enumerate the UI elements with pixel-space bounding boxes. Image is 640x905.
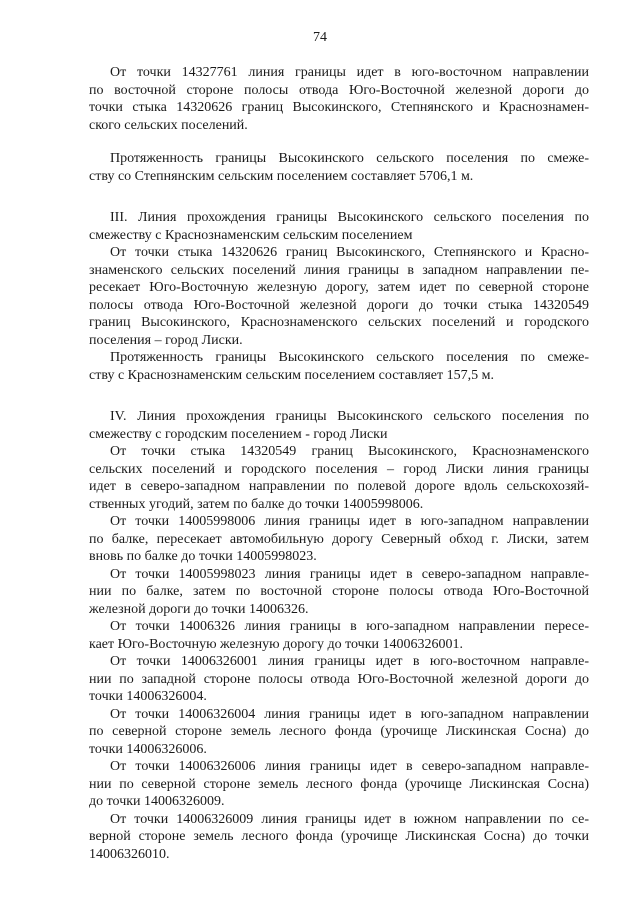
paragraph <box>89 653 589 706</box>
text-line: поселения – город Лиски. <box>89 332 243 348</box>
text-line: нии по северной стороне земель лесного фонда (урочище Лискинская Сосна) <box>89 776 589 792</box>
text-line: по восточной стороне полосы отвода Юго-Восточной железной дороги до <box>89 82 589 98</box>
text-line: точки 14006326006. <box>89 741 207 757</box>
text-line: точки стыка 14320626 границ Высокинского, Степнянского и Краснознамен- <box>89 100 589 115</box>
text-line: IV. Линия прохождения границы Высокинского сельского поселения по <box>89 409 589 424</box>
text-line: Протяженность границы Высокинского сельского поселения по смеже- <box>89 151 589 166</box>
text-line: От точки 14006326004 линия границы идет в юго-западном направлении <box>89 706 589 722</box>
text-line: От точки 14006326 линия границы в юго-западном направлении пересе- <box>89 619 589 634</box>
text-line: От точки стыка 14320626 границ Высокинского, Степнянского и Красно- <box>89 245 589 260</box>
text-line: сельских поселений и городского поселения – город Лиски линия границы <box>89 461 589 477</box>
paragraph <box>89 209 589 244</box>
text-line: ству со Степнянским сельским поселением составляет 5706,1 м. <box>89 168 474 184</box>
text-line: верной стороне земель лесного фонда (урочище Лискинская Сосна) до точки <box>89 829 589 844</box>
text-line: нии по западной стороне полосы отвода Юго-Восточной железной дороги до <box>89 671 589 687</box>
paragraph <box>89 758 589 811</box>
paragraph <box>89 706 589 759</box>
text-line: по северной стороне земель лесного фонда (урочище Лискинская Сосна) до <box>89 724 589 739</box>
text-line: III. Линия прохождения границы Высокинского сельского поселения по <box>89 210 589 225</box>
paragraph <box>89 811 589 864</box>
text-line: идет в северо-западном направлении по полевой дороге вдоль сельскохозяй- <box>89 479 589 494</box>
text-line: От точки 14005998023 линия границы идет в северо-западном направле- <box>89 566 589 582</box>
text-line: кает Юго-Восточную железную дорогу до точки 14006326001. <box>89 636 463 652</box>
paragraph <box>89 150 589 185</box>
text-line: по балке, пересекает автомобильную дорогу Северный обход г. Лиски, затем <box>89 531 589 547</box>
paragraph <box>89 513 589 566</box>
paragraph <box>89 443 589 513</box>
section-gap <box>89 185 589 209</box>
text-line: нии по балке, затем по восточной стороне полосы отвода Юго-Восточной <box>89 584 589 599</box>
text-line: Протяженность границы Высокинского сельского поселения по смеже- <box>89 350 589 365</box>
paragraph <box>89 408 589 443</box>
section-gap <box>89 384 589 408</box>
text-line: От точки 14006326009 линия границы идет в южном направлении по се- <box>89 811 589 827</box>
text-line: ского сельских поселений. <box>89 117 248 133</box>
text-line: полосы отвода Юго-Восточной железной дороги до точки стыка 14320549 <box>89 297 589 313</box>
text-line: ресекает Юго-Восточную железную дорогу, затем идет по северной стороне <box>89 280 589 295</box>
text-line: точки 14006326004. <box>89 689 207 704</box>
text-line: От точки 14005998006 линия границы идет в юго-западном направлении <box>89 514 589 529</box>
text-line: От точки 14006326006 линия границы идет в северо-западном направле- <box>89 759 589 774</box>
text-line: знаменского сельских поселений линия границы в западном направлении пе- <box>89 262 589 278</box>
text-line: От точки стыка 14320549 границ Высокинского, Краснознаменского <box>89 444 589 459</box>
text-line: ственных угодий, затем по балке до точки 14005998006. <box>89 496 424 512</box>
text-line: границ Высокинского, Краснознаменского сельских поселений и городского <box>89 315 589 330</box>
document-body <box>89 64 589 863</box>
text-line: вновь по балке до точки 14005998023. <box>89 549 317 564</box>
text-line: железной дороги до точки 14006326. <box>89 601 309 617</box>
text-line: смежеству с городским поселением - город Лиски <box>89 426 388 442</box>
text-line: От точки 14006326001 линия границы идет в юго-восточном направле- <box>89 654 589 669</box>
paragraph <box>89 349 589 384</box>
text-line: 14006326010. <box>89 846 170 862</box>
text-line: От точки 14327761 линия границы идет в юго-восточном направлении <box>89 65 589 80</box>
text-line: ству с Краснознаменским сельским поселением составляет 157,5 м. <box>89 367 494 383</box>
paragraph <box>89 618 589 653</box>
paragraph <box>89 566 589 619</box>
text-line: смежеству с Краснознаменским сельским поселением <box>89 227 413 243</box>
page-number: 74 <box>313 30 327 45</box>
paragraph-gap <box>89 134 589 150</box>
paragraph <box>89 244 589 349</box>
text-line: до точки 14006326009. <box>89 794 225 809</box>
paragraph <box>89 64 589 134</box>
